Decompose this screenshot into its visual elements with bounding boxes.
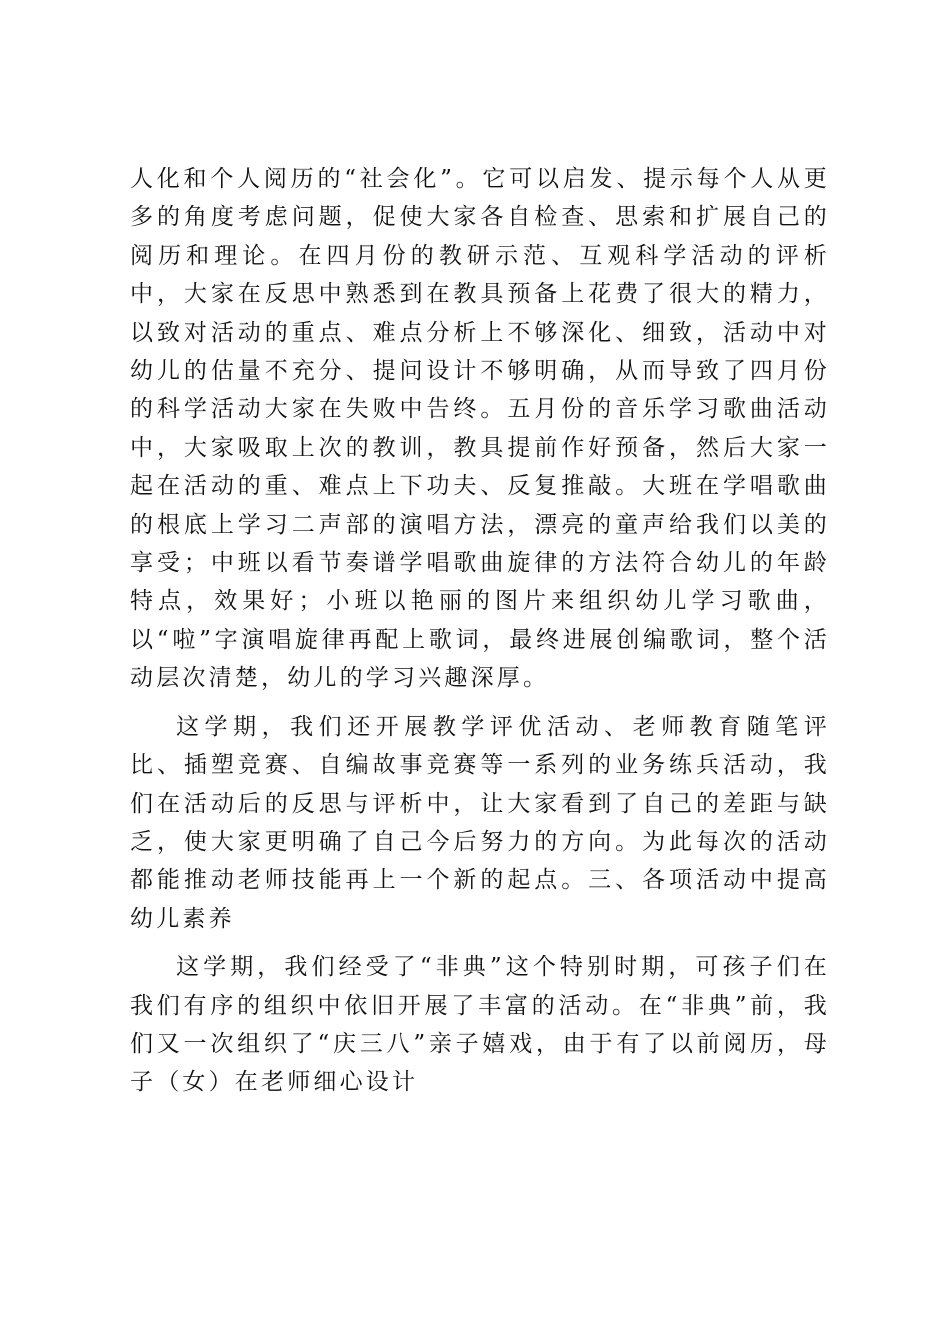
paragraph-3: 这学期，我们经受了“非典”这个特别时期，可孩子们在我们有序的组织中依旧开展了丰富的活动。在“非典”前，我们又一次组织了“庆三八”亲子嬉戏，由于有了以前阅历，母子（女）在老师细心设计 [130,954,830,1096]
paragraph-2: 这学期，我们还开展教学评优活动、老师教育随笔评比、插塑竞赛、自编故事竞赛等一系列的业务练兵活动，我们在活动后的反思与评析中，让大家看到了自己的差距与缺乏，使大家更明确了自己今后努力的方向。为此每次的活动都能推动老师技能再上一个新的起点。三、各项活动中提高幼儿素养 [130,713,830,932]
paragraph-1: 人化和个人阅历的“社会化”。它可以启发、提示每个人从更多的角度考虑问题，促使大家各自检查、思索和扩展自己的阅历和理论。在四月份的教研示范、互观科学活动的评析中，大家在反思中熟悉到在教具预备上花费了很大的精力，以致对活动的重点、难点分析上不够深化、细致，活动中对幼儿的估量不充分、提问设计不够明确，从而导致了四月份的科学活动大家在失败中告终。五月份的音乐学习歌曲活动中，大家吸取上次的教训，教具提前作好预备，然后大家一起在活动的重、难点上下功夫、反复推敲。大班在学唱歌曲的根底上学习二声部的演唱方法，漂亮的童声给我们以美的享受；中班以看节奏谱学唱歌曲旋律的方法符合幼儿的年龄特点，效果好；小班以艳丽的图片来组织幼儿学习歌曲，以“啦”字演唱旋律再配上歌词，最终进展创编歌词，整个活动层次清楚，幼儿的学习兴趣深厚。 [130,166,830,692]
document-body [130,160,830,1112]
